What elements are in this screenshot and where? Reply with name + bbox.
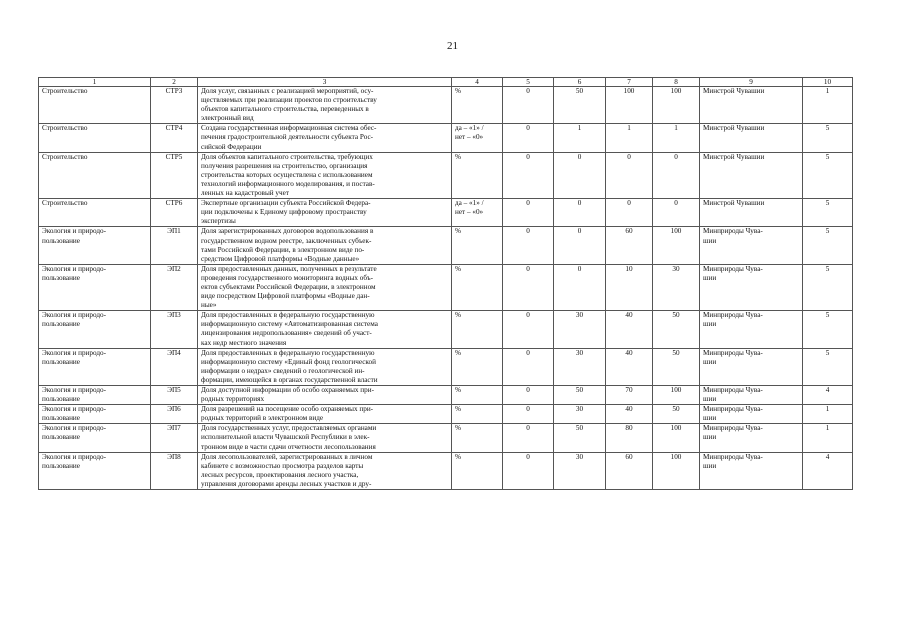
header-cell: 6 xyxy=(554,78,606,87)
indicator-cell: Экспертные организации субъекта Российской Федера- ции подключены к Единому цифровому пространству экспертизы xyxy=(198,199,452,227)
code-cell: ЭП3 xyxy=(151,311,198,348)
weight-cell: 5 xyxy=(803,227,853,264)
code-cell: СТР3 xyxy=(151,87,198,124)
unit-cell: % xyxy=(452,227,503,264)
code-cell: ЭП4 xyxy=(151,348,198,385)
value-cell: 0 xyxy=(503,227,554,264)
sphere-cell: Экология и природо- пользование xyxy=(39,405,151,424)
value-cell: 40 xyxy=(606,348,653,385)
weight-cell: 5 xyxy=(803,199,853,227)
responsible-cell: Минстрой Чувашии xyxy=(700,87,803,124)
value-cell: 0 xyxy=(503,452,554,489)
indicator-cell: Доля разрешений на посещение особо охраняемых при- родных территорий в электронном виде xyxy=(198,405,452,424)
header-cell: 4 xyxy=(452,78,503,87)
code-cell: ЭП5 xyxy=(151,386,198,405)
indicator-cell: Создана государственная информационная система обес- печения градостроительной деятельности субъекта Рос- сийской Федерации xyxy=(198,124,452,152)
responsible-cell: Минприроды Чува- шии xyxy=(700,348,803,385)
value-cell: 50 xyxy=(653,311,700,348)
responsible-cell: Минстрой Чувашии xyxy=(700,124,803,152)
responsible-cell: Минприроды Чува- шии xyxy=(700,227,803,264)
value-cell: 0 xyxy=(503,199,554,227)
value-cell: 100 xyxy=(653,452,700,489)
value-cell: 100 xyxy=(653,227,700,264)
unit-cell: % xyxy=(452,311,503,348)
value-cell: 0 xyxy=(653,199,700,227)
sphere-cell: Строительство xyxy=(39,87,151,124)
header-cell: 9 xyxy=(700,78,803,87)
value-cell: 0 xyxy=(503,424,554,452)
table-row xyxy=(39,452,853,489)
responsible-cell: Минстрой Чувашии xyxy=(700,199,803,227)
weight-cell: 1 xyxy=(803,424,853,452)
indicator-cell: Доля объектов капитального строительства, требующих получения разрешения на строительство, организация строительства которых осуществлена с использованием технологий информационного моделирования, и постав- ленных на кадастровый учет xyxy=(198,152,452,198)
value-cell: 0 xyxy=(503,87,554,124)
value-cell: 100 xyxy=(606,87,653,124)
weight-cell: 5 xyxy=(803,152,853,198)
value-cell: 0 xyxy=(554,227,606,264)
value-cell: 1 xyxy=(653,124,700,152)
weight-cell: 5 xyxy=(803,124,853,152)
unit-cell: % xyxy=(452,424,503,452)
value-cell: 60 xyxy=(606,227,653,264)
value-cell: 0 xyxy=(653,152,700,198)
table-row xyxy=(39,124,853,152)
page-number: 21 xyxy=(447,40,458,52)
indicator-cell: Доля зарегистрированных договоров водопользования в государственном водном реестре, заключенных субъек- тами Российской Федерации, в электронном виде по- средством Цифровой платформы «Водные данные» xyxy=(198,227,452,264)
table-row xyxy=(39,264,853,310)
value-cell: 0 xyxy=(503,348,554,385)
value-cell: 100 xyxy=(653,87,700,124)
header-cell: 5 xyxy=(503,78,554,87)
value-cell: 0 xyxy=(503,124,554,152)
header-cell: 1 xyxy=(39,78,151,87)
value-cell: 50 xyxy=(653,348,700,385)
table-row xyxy=(39,405,853,424)
code-cell: СТР5 xyxy=(151,152,198,198)
value-cell: 40 xyxy=(606,311,653,348)
responsible-cell: Минстрой Чувашии xyxy=(700,152,803,198)
value-cell: 60 xyxy=(606,452,653,489)
responsible-cell: Минприроды Чува- шии xyxy=(700,311,803,348)
table-row xyxy=(39,87,853,124)
indicators-table xyxy=(38,77,853,490)
indicator-cell: Доля предоставленных данных, полученных в результате проведения государственного мониторинга водных объ- ектов субъектами Российской Федерации, в электронном виде посредством Цифровой платформы «Водные дан- ные» xyxy=(198,264,452,310)
code-cell: ЭП1 xyxy=(151,227,198,264)
value-cell: 70 xyxy=(606,386,653,405)
indicator-cell: Доля услуг, связанных с реализацией мероприятий, осу- ществляемых при реализации проектов по строительству объектов капитального строительства, переведенных в электронный вид xyxy=(198,87,452,124)
table-row xyxy=(39,199,853,227)
sphere-cell: Строительство xyxy=(39,124,151,152)
value-cell: 0 xyxy=(503,264,554,310)
unit-cell: да – «1» / нет – «0» xyxy=(452,199,503,227)
value-cell: 0 xyxy=(606,199,653,227)
value-cell: 50 xyxy=(653,405,700,424)
code-cell: ЭП8 xyxy=(151,452,198,489)
unit-cell: % xyxy=(452,452,503,489)
value-cell: 50 xyxy=(554,87,606,124)
value-cell: 80 xyxy=(606,424,653,452)
table-row xyxy=(39,424,853,452)
value-cell: 1 xyxy=(606,124,653,152)
value-cell: 0 xyxy=(503,311,554,348)
code-cell: ЭП6 xyxy=(151,405,198,424)
value-cell: 0 xyxy=(554,264,606,310)
sphere-cell: Экология и природо- пользование xyxy=(39,452,151,489)
value-cell: 0 xyxy=(503,386,554,405)
value-cell: 0 xyxy=(503,152,554,198)
table-row xyxy=(39,348,853,385)
sphere-cell: Экология и природо- пользование xyxy=(39,424,151,452)
code-cell: СТР6 xyxy=(151,199,198,227)
indicator-cell: Доля лесопользователей, зарегистрированных в личном кабинете с возможностью просмотра разделов карты лесных ресурсов, проектирования лесного участка, управления договорами аренды лесных участков и дру- xyxy=(198,452,452,489)
value-cell: 10 xyxy=(606,264,653,310)
responsible-cell: Минприроды Чува- шии xyxy=(700,424,803,452)
code-cell: ЭП2 xyxy=(151,264,198,310)
responsible-cell: Минприроды Чува- шии xyxy=(700,386,803,405)
unit-cell: % xyxy=(452,152,503,198)
header-cell: 3 xyxy=(198,78,452,87)
sphere-cell: Экология и природо- пользование xyxy=(39,311,151,348)
unit-cell: % xyxy=(452,264,503,310)
header-row xyxy=(39,78,853,87)
sphere-cell: Экология и природо- пользование xyxy=(39,264,151,310)
value-cell: 100 xyxy=(653,386,700,405)
indicator-cell: Доля государственных услуг, предоставляемых органами исполнительной власти Чувашской Республики в элек- тронном виде в части сдачи отчетности лесопользования xyxy=(198,424,452,452)
table-row xyxy=(39,386,853,405)
value-cell: 30 xyxy=(554,311,606,348)
code-cell: СТР4 xyxy=(151,124,198,152)
table-row xyxy=(39,152,853,198)
value-cell: 30 xyxy=(653,264,700,310)
value-cell: 0 xyxy=(554,152,606,198)
weight-cell: 4 xyxy=(803,386,853,405)
sphere-cell: Экология и природо- пользование xyxy=(39,386,151,405)
responsible-cell: Минприроды Чува- шии xyxy=(700,405,803,424)
sphere-cell: Строительство xyxy=(39,152,151,198)
header-cell: 10 xyxy=(803,78,853,87)
weight-cell: 5 xyxy=(803,264,853,310)
indicator-cell: Доля доступной информации об особо охраняемых при- родных территориях xyxy=(198,386,452,405)
header-cell: 7 xyxy=(606,78,653,87)
indicator-cell: Доля предоставленных в федеральную государственную информационную систему «Единый фонд геологической информации о недрах» сведений о геологической ин- формации, имеющейся в органах государственной власти xyxy=(198,348,452,385)
header-cell: 2 xyxy=(151,78,198,87)
value-cell: 1 xyxy=(554,124,606,152)
indicator-cell: Доля предоставленных в федеральную государственную информационную систему «Автоматизированная система лицензирования недропользования» сведений об участ- ках недр местного значения xyxy=(198,311,452,348)
value-cell: 0 xyxy=(606,152,653,198)
header-cell: 8 xyxy=(653,78,700,87)
sphere-cell: Экология и природо- пользование xyxy=(39,227,151,264)
value-cell: 0 xyxy=(503,405,554,424)
weight-cell: 1 xyxy=(803,405,853,424)
weight-cell: 5 xyxy=(803,311,853,348)
unit-cell: да – «1» / нет – «0» xyxy=(452,124,503,152)
value-cell: 0 xyxy=(554,199,606,227)
unit-cell: % xyxy=(452,87,503,124)
weight-cell: 1 xyxy=(803,87,853,124)
responsible-cell: Минприроды Чува- шии xyxy=(700,452,803,489)
value-cell: 50 xyxy=(554,386,606,405)
value-cell: 100 xyxy=(653,424,700,452)
value-cell: 30 xyxy=(554,348,606,385)
value-cell: 40 xyxy=(606,405,653,424)
value-cell: 30 xyxy=(554,405,606,424)
table-row xyxy=(39,227,853,264)
unit-cell: % xyxy=(452,405,503,424)
responsible-cell: Минприроды Чува- шии xyxy=(700,264,803,310)
sphere-cell: Строительство xyxy=(39,199,151,227)
unit-cell: % xyxy=(452,348,503,385)
weight-cell: 5 xyxy=(803,348,853,385)
table-row xyxy=(39,311,853,348)
value-cell: 50 xyxy=(554,424,606,452)
sphere-cell: Экология и природо- пользование xyxy=(39,348,151,385)
value-cell: 30 xyxy=(554,452,606,489)
code-cell: ЭП7 xyxy=(151,424,198,452)
unit-cell: % xyxy=(452,386,503,405)
weight-cell: 4 xyxy=(803,452,853,489)
